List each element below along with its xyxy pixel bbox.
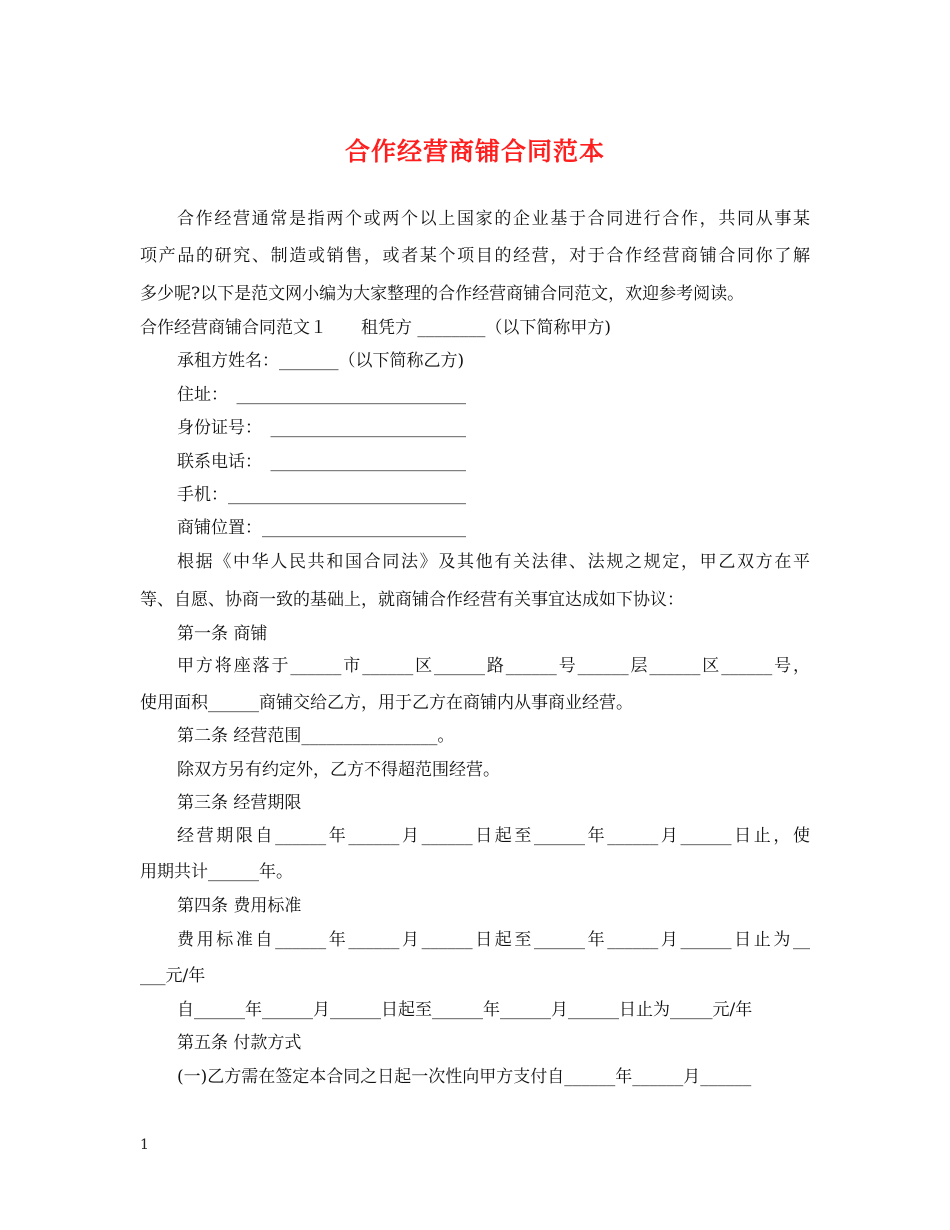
- paragraph-line: 除双方另有约定外，乙方不得超范围经营。: [177, 760, 500, 780]
- section-heading: 第五条 付款方式: [177, 1033, 302, 1053]
- paragraph-line: 承租方姓名：_______（以下简称乙方): [177, 351, 465, 371]
- paragraph-line: 商铺位置：________________________: [177, 518, 466, 538]
- paragraph-line: ___元/年: [140, 966, 206, 986]
- paragraph-line: 合作经营商铺合同范文１ 租凭方 ________（以下简称甲方): [140, 318, 612, 338]
- section-heading: 第一条 商铺: [177, 624, 268, 644]
- paragraph-line: 多少呢?以下是范文网小编为大家整理的合作经营商铺合同范文，欢迎参考阅读。: [140, 284, 745, 304]
- section-heading: 第四条 费用标准: [177, 896, 302, 916]
- section-heading: 第二条 经营范围________________。: [177, 726, 455, 746]
- page-number: 1: [140, 1137, 149, 1153]
- paragraph-line: 甲方将座落于______市______区______路______号______层______区______号，: [177, 656, 810, 676]
- paragraph-line: 根据《中华人民共和国合同法》及其他有关法律、法规之规定，甲乙双方在平: [177, 552, 810, 572]
- paragraph-line: 用期共计______年。: [140, 862, 293, 882]
- paragraph-line: 联系电话： _______________________: [177, 452, 466, 472]
- paragraph-line: 住址： ___________________________: [177, 385, 466, 405]
- paragraph-line: 经营期限自______年______月______日起至______年______月______日止，使: [177, 826, 810, 846]
- paragraph-line: 身份证号： _______________________: [177, 418, 466, 438]
- paragraph-line: 使用面积______商铺交给乙方，用于乙方在商铺内从事商业经营。: [140, 693, 633, 713]
- document-title: 合作经营商铺合同范本: [344, 137, 605, 166]
- paragraph-line: 合作经营通常是指两个或两个以上国家的企业基于合同进行合作，共同从事某: [177, 209, 810, 229]
- paragraph-line: 等、自愿、协商一致的基础上，就商铺合作经营有关事宜达成如下协议：: [140, 590, 684, 610]
- paragraph-line: 自______年______月______日起至______年______月______日止为_____元/年: [177, 1000, 753, 1020]
- paragraph-line: (一)乙方需在签定本合同之日起一次性向甲方支付自______年______月______: [177, 1067, 752, 1087]
- paragraph-line: 手机：____________________________: [177, 485, 466, 505]
- section-heading: 第三条 经营期限: [177, 793, 302, 813]
- paragraph-line: 项产品的研究、制造或销售，或者某个项目的经营，对于合作经营商铺合同你了解: [140, 246, 810, 266]
- paragraph-line: 费用标准自______年______月______日起至______年______月______日止为__: [177, 930, 810, 950]
